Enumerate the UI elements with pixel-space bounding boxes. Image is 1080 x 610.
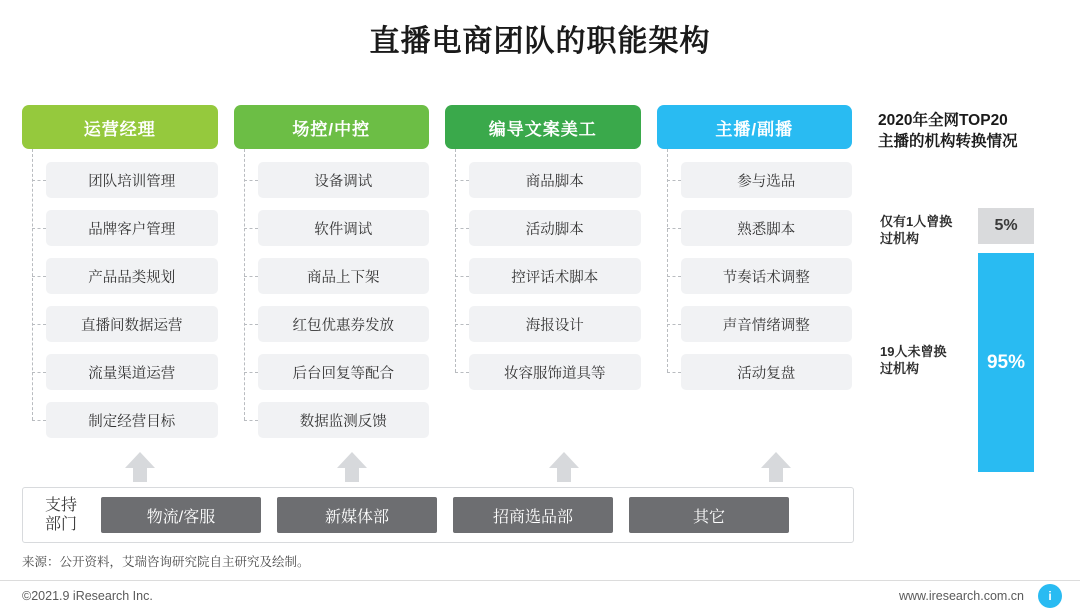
copyright-text: ©2021.9 iResearch Inc.: [22, 589, 153, 603]
iresearch-logo-icon: i: [1038, 584, 1062, 608]
bar-label-small: 仅有1人曾换 过机构: [880, 214, 953, 246]
list-item[interactable]: 软件调试: [258, 210, 430, 246]
list-item[interactable]: 控评话术脚本: [469, 258, 641, 294]
list-item[interactable]: 节奏话术调整: [681, 258, 853, 294]
column-items-host: [657, 162, 853, 390]
list-item[interactable]: 声音情绪调整: [681, 306, 853, 342]
chart-title-line1: 2020年全网TOP20: [878, 112, 1008, 129]
list-item[interactable]: 参与选品: [681, 162, 853, 198]
org-column-host: [657, 105, 853, 438]
list-item[interactable]: 产品品类规划: [46, 258, 218, 294]
connector-line: [667, 149, 668, 372]
chart-title-line2: 主播的机构转换情况: [878, 133, 1018, 150]
bar-label-large: 19人未曾换 过机构: [880, 344, 947, 376]
org-column-stage-control: [234, 105, 430, 438]
list-item[interactable]: 商品脚本: [469, 162, 641, 198]
list-item[interactable]: 熟悉脚本: [681, 210, 853, 246]
footer-divider: [0, 580, 1080, 581]
column-items-stage-control: [234, 162, 430, 438]
column-header-host: 主播/副播: [657, 105, 853, 149]
list-item[interactable]: 海报设计: [469, 306, 641, 342]
connector-line: [32, 149, 33, 420]
column-items-creative: [445, 162, 641, 390]
column-items-operations: [22, 162, 218, 438]
list-item[interactable]: 红包优惠券发放: [258, 306, 430, 342]
list-item[interactable]: 团队培训管理: [46, 162, 218, 198]
list-item[interactable]: 后台回复等配合: [258, 354, 430, 390]
list-item[interactable]: 设备调试: [258, 162, 430, 198]
bar-segment-5: 5%: [978, 208, 1034, 244]
connector-line: [244, 149, 245, 420]
org-column-creative: [445, 105, 641, 438]
support-item-logistics[interactable]: 物流/客服: [101, 497, 261, 533]
list-item[interactable]: 数据监测反馈: [258, 402, 430, 438]
website-url: www.iresearch.com.cn: [898, 589, 1024, 603]
list-item[interactable]: 活动复盘: [681, 354, 853, 390]
bar-segment-95: 95%: [978, 253, 1034, 472]
list-item[interactable]: 活动脚本: [469, 210, 641, 246]
list-item[interactable]: 妆容服饰道具等: [469, 354, 641, 390]
support-item-merchandising[interactable]: 招商选品部: [453, 497, 613, 533]
support-item-new-media[interactable]: 新媒体部: [277, 497, 437, 533]
org-columns: [22, 105, 852, 438]
support-department-items: [93, 497, 853, 533]
source-note: 来源：公开资料，艾瑞咨询研究院自主研究及绘制。: [22, 555, 310, 569]
list-item[interactable]: 品牌客户管理: [46, 210, 218, 246]
page-title: 直播电商团队的职能架构: [369, 25, 711, 58]
support-item-other[interactable]: 其它: [629, 497, 789, 533]
column-header-operations: 运营经理: [22, 105, 218, 149]
support-department-row: [22, 487, 854, 543]
connector-line: [455, 149, 456, 372]
list-item[interactable]: 商品上下架: [258, 258, 430, 294]
column-header-creative: 编导文案美工: [445, 105, 641, 149]
list-item[interactable]: 制定经营目标: [46, 402, 218, 438]
agency-switch-bar-chart: [878, 95, 1078, 455]
support-arrows: [22, 452, 852, 486]
support-department-label: 支持 部门: [44, 497, 77, 533]
list-item[interactable]: 流量渠道运营: [46, 354, 218, 390]
column-header-stage-control: 场控/中控: [234, 105, 430, 149]
org-column-operations: [22, 105, 218, 438]
list-item[interactable]: 直播间数据运营: [46, 306, 218, 342]
